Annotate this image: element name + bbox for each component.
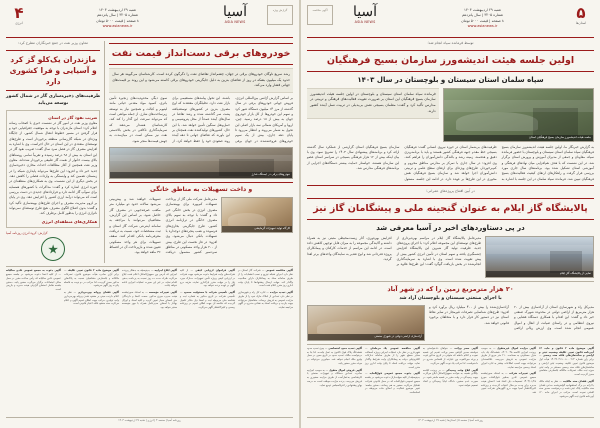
logo-right [203, 5, 267, 24]
masthead-stamp-right: گزارش ویژه [267, 5, 293, 25]
notice-item: آگهی ابلاغ وقت رسیدگی — در پرونده کلاسه بایگانی شعبه، به خوانده مجهول‌المکان ابلاغ می‌گردد جهت رسیدگی در وقت مقرر در شعبه حاضر شود. در صورت عدم حضور، دادگاه غیاباً رسیدگی و اتخاذ تصمیم خواهد نمود. [423, 368, 479, 387]
notice-item: آگهی مناقصه عمومی یک مرحله‌ای — شهرداری در نظر دارد عملیات اجرایی پروژه آسفالت معابر سطح شهر را از طریق سامانه تدارکات الکترونیکی دولت به پیمانکاران واجد شرایط واگذار نماید. مهلت دریافت اسناد تا پایان وقت اداری روز مقرر است. [365, 346, 421, 369]
story3-subhead-left: با اجرای صنعتی سیستان و بلوچستان آزاد شد [399, 295, 502, 301]
masthead-extra: ۸ صفحه | قیمت ۵۰۰۰ تومان [461, 18, 504, 23]
notice-item: آگهی تحدید حدود اختصاصی — چون تحدید حدود ششدانگ پلاک فوق تاکنون به عمل نیامده، لذا بنا به درخواست مالک، تحدید حدود در تاریخ معین در محل وقوع ملک انجام خواهد شد. مجاورین می‌توانند در موعد مقرر حضور یابند. [307, 346, 362, 365]
notice-item: آگهی فروش اموال منقول — به موجب اجراییه صادره، تعدادی دستگاه و تجهیزات صنعتی با کارشناسی به‌عمل‌آمده از طریق مزایده حضوری به فروش می‌رسد. برنده مزایده موظف است ده درصد بهای پیشنهادی را فی‌المجلس تودیع نماید. [307, 368, 362, 387]
masthead-extra: ۸ صفحه | قیمت ۵۰۰۰ تومان [96, 18, 139, 23]
story3-subhead-right: ظرفیت‌های ذخیره‌سازی گاز در شمال کشور توسعه می‌یابد [6, 94, 101, 106]
divider-red-right [109, 182, 293, 183]
publisher-emblem [41, 237, 65, 261]
page-number-left [568, 5, 594, 25]
logo-latin-name: ASIA NEWS [354, 20, 376, 24]
notice-item: آگهی تغییرات مؤسسه — به استناد صورتجلسه هیئت مدیره مورخ مذکور، سمت اعضا و دارندگان حق امضای مجاز تعیین گردید و کلیه اسناد و اوراق بهادار با امضای مدیرعامل همراه با مهر مؤسسه معتبر خواهد بود. [122, 291, 177, 310]
logo-wordmark: آسیا [222, 4, 248, 20]
logo-latin-name: ASIA NEWS [224, 20, 246, 24]
masthead-issue: شماره ۳۲۰۵ | سال پانزدهم [96, 13, 138, 18]
footer-right: روزنامه آسیا | صفحه ۴ | انرژی | شنبه ۲۹ اردیبهشت ۱۴۰۳ [6, 417, 293, 422]
story1-photo-right [109, 147, 293, 179]
story1-body-left: به گزارش خبرنگار ما، اولین جلسه هیئت اندیشه‌ورز سازمان بسیج فرهنگیان سپاه سلمان استان سیستان و بلوچستان با حضور فرمانده سپاه، معاونان و جمعی از مدیران آموزش و پرورش استان برگزار شد. در این نشست که با هدف هم‌افزایی میان نهادهای فرهنگی و آموزشی استان تشکیل شده بود، برنامه‌های سال جاری مورد بررسی قرار گرفت و راهکارهای ارتقای کیفیت فعالیت‌های بسیج فرهنگیان تبیین شد. فرمانده سپاه سلمان در این جلسه با اشاره به ظرفیت‌های بی‌شمار استان در حوزه نیروی انسانی گفت: فرهنگیان بسیجی خط مقدم جبهه فرهنگی کشور هستند و باید با برنامه‌ریزی دقیق و هدفمند، زمینه رشد و بالندگی دانش‌آموزان را فراهم کنند. وی افزود: در سال جاری با تمرکز بر مدارس مناطق محروم و کم‌برخوردار، طرح‌های ویژه‌ای برای ارتقای سطح علمی و تربیتی دانش‌آموزان اجرا خواهد شد و سازمان بسیج فرهنگیان نقش محوری در این طرح‌ها بر عهده دارد. در ادامه این جلسه، مسئول سازمان بسیج فرهنگیان استان گزارشی از عملکرد سال گذشته ارائه کرد و برنامه‌های پیشنهادی سال ۱۴۰۳ را تشریح نمود. وی با بیان اینکه بیش از ۱۲ هزار فرهنگی بسیجی در سراسر استان عضو این سازمان هستند، خواستار حمایت بیشتر دستگاه‌های اجرایی از برنامه‌های فرهنگی مدارس شد. [307, 144, 594, 181]
story2-body-left: مدیرعامل پالایشگاه گاز ایلام در مراسم بهره‌برداری از طرح‌های توسعه‌ای این مجموعه اعلام کرد: با اجرای پروژه‌های جدید، ظرفیت تولید گاز شیرین این پالایشگاه افزایش چشمگیری یافته و سهم استان در تأمین انرژی کشور بیش از پیش تقویت شده است. وی با اشاره به سرمایه‌گذاری انجام‌شده در بخش بازیافت گوگرد گفت: این طرح‌ها علاوه بر افزایش بهره‌وری، آثار زیست‌محیطی مثبتی نیز به همراه داشته و آلایندگی مجموعه را به میزان قابل توجهی کاهش داده است. در ادامه این مراسم از خدمات کارکنان و پیمانکاران پروژه قدردانی شد و لوح تقدیر به نمایندگان واحدهای برتر اهدا گردید. [307, 235, 482, 267]
notice-item: آگهی تأسیس شرکت با مسئولیت محدود — تأسیس شرکت در تاریخ مذکور به شماره ثبت و شناسه ملی مربوطه ثبت و امضا ذیل دفاتر تکمیل گردیده که خلاصه آن جهت اطلاع عموم در روزنامه رسمی و کثیرالانتشار آگهی می‌گردد. [180, 291, 236, 310]
notice-item: آگهی ابلاغ اجراییه — بدینوسیله به بدهکار پرونده اجرایی که آدرس وی مجهول‌المکان اعلام شده ابلاغ می‌گردد ظرف مدت ده روز نسبت به پرداخت بدهی اقدام نماید، در غیر این صورت عملیات اجرایی ادامه خواهد یافت. [122, 269, 177, 288]
divider-red-left [307, 185, 594, 186]
story3-body-left: مدیرکل راه و شهرسازی استان از آزادسازی بیش از ۲۰ هزار مترمربع از اراضی دولتی در محدوده شهرک صنعتی خبر داد و گفت: این اقدام با همکاری دستگاه قضایی و نیروی انتظامی و در راستای صیانت از انفال و اموال عمومی انجام شده است. وی ارزش ریالی اراضی آزادسازی‌شده را بیش از ۴۰۰ میلیارد ریال برآورد کرد و افزود: طرح‌های شناسایی تصرفات غیرمجاز در سایر نقاط استان نیز در دستور کار قرار دارد و با متخلفان برخورد قانونی خواهد شد. [428, 304, 594, 331]
notice-item: آگهی فقدان پروانه بهره‌برداری — نظر به اعلام دارنده مبنی بر مفقود شدن پروانه بهره‌برداری واحد تولیدی، مراتب جهت اطلاع عموم آگهی و اعلام می‌گردد سند مفقود فاقد اعتبار قانونی است. [64, 291, 119, 306]
story1-headline-right: خودروهای برقی دست‌انداز قیمت نفت [109, 43, 293, 65]
page-number-value: ۴ [14, 4, 24, 22]
notice-item: آگهی مناقصه عمومی — شرکت گاز استان در نظر دارد اجرای شبکه توزیع و نصب انشعابات را از طریق سامانه ستاد به پیمانکاران دارای صلاحیت واگذار کند. مهلت ارسال پیشنهادها تا پایان وقت اداری روز مقرر اعلام شده است. [238, 269, 293, 288]
story1-subhead-left: سپاه سلمان استان سیستان و بلوچستان در سال ۱۴۰۳ [357, 76, 544, 85]
masthead-date: شنبه ۲۹ اردیبهشت ۱۴۰۳ [464, 8, 501, 12]
notice-item: آگهی حصر وراثت — خواهان دادخواستی به خواسته صدور گواهی حصر وراثت تقدیم این شعبه نموده و اعلام داشته که متوفی در تاریخ مذکور فوت و ورثه حین‌الفوت وی عبارتند از اشخاص مندرج در دادخواست. لذا مراتب یک نوبت آگهی می‌گردد. [423, 346, 478, 365]
page-section-label: انرژی [15, 21, 23, 25]
page-number-value: ۵ [576, 4, 586, 22]
masthead-meta-right [32, 5, 203, 30]
story2-photo-caption-left: نمایی از پالایشگاه گاز ایلام [486, 271, 593, 277]
story3-headline-left: ۲۰ هزار مترمربع زمین را که در شهر آباد [387, 284, 514, 293]
story1-photo-caption-left: جلسه هیئت اندیشه‌ورز سازمان بسیج فرهنگیان استان [444, 135, 593, 141]
notice-item: آگهی فقدان سند مالکیت — نظر به اینکه مالک با ارائه دو برگ استشهادیه گواهی‌شده مدعی فقدان سند مالکیت پلاک ثبتی شده و درخواست صدور سند المثنی نموده است، مراتب در اجرای ماده ۱۲۰ آیین‌نامه قانون ثبت آگهی می‌شود. [539, 379, 594, 398]
story1-photo-left [443, 88, 594, 142]
story2-photo-left [485, 236, 594, 278]
sidebar-column-right [6, 41, 105, 263]
story1-body-right: بر اساس گزارش آژانس بین‌المللی انرژی، فروش جهانی خودروهای برقی در سال گذشته از مرز ۱۴ میلیون دستگاه عبور کرد و سهم این خودروها از کل بازار خودروی جهان به بیش از ۱۸ درصد رسید. چین، اروپا و آمریکای شمالی سه بازار اصلی این تحول به شمار می‌روند و انتظار می‌رود تا پایان دهه جاری، بیش از یک سوم خودروهای فروخته‌شده در جهان برقی باشند. این تحول پیامدهای مستقیمی برای بازار نفت دارد. تحلیلگران معتقدند که اوج مصرف بنزین در کشورهای توسعه‌یافته پشت سر گذاشته شده و رشد تقاضا در سال‌های آینده عمدتاً از محل پتروشیمی و حمل‌ونقل سنگین تأمین خواهد شد. با این حال، کشورهای تولیدکننده نفت همچنان بر این باورند که تقاضای جهانی تا دهه آینده روند صعودی خود را حفظ خواهد کرد. از سوی دیگر، محدودیت‌های زنجیره تأمین باتری، کمبود مواد معدنی حیاتی مانند لیتیوم و کبالت و همچنین نیاز به توسعه زیرساخت‌های شارژ، از جمله موانعی است که می‌تواند سرعت این گذار را کند کند. کارشناسان هشدار می‌دهند که سرمایه‌گذاری ناکافی در بخش بالادستی نفت نیز ممکن است در میان‌مدت به جهش قیمت‌ها منجر شود. [109, 96, 293, 143]
masthead-left [307, 5, 594, 38]
story3-kicker-right: معاون وزیر نفت در جمع خبرنگاران مطرح کرد: [18, 41, 89, 45]
footer-left: روزنامه آسیا | صفحه ۵ | استان‌ها | شنبه ۲۹ اردیبهشت ۱۴۰۳ [307, 417, 594, 422]
page-number-right [6, 5, 32, 25]
story2-headline-left: پالایشگاه گاز ایلام به عنوان گنجینه ملی و پیشگامان گاز نیز [307, 198, 594, 220]
page-right-columns [6, 41, 293, 263]
masthead-date: شنبه ۲۹ اردیبهشت ۱۴۰۳ [99, 8, 136, 12]
masthead-website: www.asianews.ir [467, 24, 498, 29]
story2-headline-right: و داخت تسهیلات به مناطق خانگی [150, 186, 253, 194]
notice-item: آگهی تغییرات شرکت — به استناد صورتجلسه مجمع عمومی عادی به‌طور فوق‌العاده مورخ ۱۴۰۳/۰۱/۲۵ تصمیمات ذیل اتخاذ شد: اعضای هیئت مدیره برای مدت دو سال انتخاب گردیدند و روزنامه کثیرالانتشار آسیا جهت درج آگهی‌های شرکت تعیین شد. [481, 372, 536, 395]
story2-photo-right [221, 197, 293, 233]
story3-subhead-2: همکاری‌های منطقه‌ای انرژی [41, 218, 98, 224]
story1-lead-right: رشد سریع ناوگان خودروهای برقی در جهان، چشم‌انداز تقاضای نفت را دگرگون کرده است. کارشناسان می‌گویند هر سال حدود یک میلیون بشکه در روز از تقاضای بنزین به دلیل جایگزینی خودروهای برقی کاسته می‌شود و این روند بر قیمت‌های جهانی فشار وارد می‌کند. [109, 68, 293, 93]
page-left [300, 0, 600, 428]
story2-row-left [307, 236, 594, 278]
story2-subhead-left: در پی دستاوردهای اخیر در آسیا معرفی شد [376, 224, 525, 233]
page-section-label: استان‌ها [575, 21, 587, 25]
story3-body-right: معاون وزیر نفت در امور گاز در نشست خبری با اصحاب رسانه اعلام کرد: استان مازندران با توجه به موقعیت جغرافیایی خود و قرار گرفتن در مسیر خطوط انتقال شمال کشور، از جایگاه ویژه‌ای در شبکه گازرسانی منطقه برخوردار است و طرح‌های توسعه‌ای متعددی در این استان در حال اجراست. وی با اشاره به افزایش مصرف گاز در فصل سرد سال گفت: ضریب نفوذ گاز در این استان به بیش از ۹۸ درصد رسیده و تقریباً تمامی روستاهای بالای بیست خانوار از نعمت گاز طبیعی برخوردار شده‌اند. معاون وزیر نفت همچنین از آغاز مطالعات احداث مخازن ذخیره‌سازی جدید خبر داد و افزود: این طرح‌ها می‌تواند پایداری شبکه را در زمستان تضمین کند و وابستگی به واردات فصلی را کاهش دهد. در بخش دیگری از این نشست، وی به همکاری‌های منطقه‌ای در حوزه انرژی اشاره کرد و گفت: مذاکرات با کشورهای همسایه برای سوآپ گاز ادامه دارد و قراردادهای جدیدی در دست بررسی است که می‌تواند درآمد ارزی کشور را افزایش دهد. وی در پایان بر لزوم مدیریت مصرف و اجرای طرح‌های بهینه‌سازی تأکید کرد و گفت: بدون اصلاح الگوی مصرف، هیچ طرح توسعه‌ای نمی‌تواند ناترازی انرژی را به‌طور کامل برطرف کند. [9, 120, 98, 216]
masthead-stamp-left: آگهی مناقصه [307, 5, 333, 25]
logo-left [333, 5, 397, 24]
notices-section-left [307, 344, 594, 415]
story3-row-left [307, 305, 594, 341]
story3-headline-right: مازندران یک‌کلو گز کرد و آسیایی و فرا کشوری دارد [6, 50, 100, 91]
masthead-website: www.asianews.ir [102, 24, 133, 29]
notices-grid-right [6, 269, 293, 310]
story1-lead-left: فرمانده سپاه سلمان استان سیستان و بلوچستان در اولین جلسه هیئت اندیشه‌ورز سازمان بسیج فرهنگیان این استان بر ضرورت تقویت فعالیت‌های فرهنگی و تربیتی در مدارس تأکید کرد و گفت: معلمان بسیجی نقش بی‌بدیلی در تربیت نسل آینده کشور دارند. [307, 88, 439, 119]
notice-item: آگهی مزایده اموال غیرمنقول — به موجب پرونده اجرایی کلاسه ۱۴۰۲۰۰۴۵، ششدانگ یک باب منزل مسکونی به مساحت ۲۱۰ متر مربع از طریق مزایده عمومی به فروش می‌رسد. علاقه‌مندان می‌توانند جهت کسب اطلاعات بیشتر به اداره اجرای اسناد رسمی مراجعه نمایند. [481, 346, 536, 369]
notice-item: آگهی دعوت مجمع عمومی فوق‌العاده — بدینوسیله از کلیه سهامداران دعوت می‌شود در جلسه مجمع عمومی فوق‌العاده که در محل قانونی شرکت تشکیل می‌گردد حضور به هم رسانند. دستور جلسه: تغییر موضوع فعالیت و اصلاح ماده مربوطه در اساسنامه. [365, 372, 420, 395]
story3-photo-caption-left: آزادسازی اراضی دولتی در شهرک صنعتی [308, 334, 424, 340]
story2-row-right [109, 197, 293, 256]
story1-headline-left: اولین جلسه هیئت اندیشه‌ورز سازمان بسیج فرهنگیان [307, 50, 594, 72]
story3-photo-left [307, 305, 425, 341]
divider-left-1 [307, 281, 594, 282]
masthead-meta-left [397, 5, 568, 30]
notice-item: آگهی موضوع ماده ۳ قانون تعیین تکلیف — برابر آرای صادره هیأت موضوع قانون، تصرفات مالکانه و بلامعارض متقاضیان نسبت به پلاک‌های مذکور محرز گردیده، لذا مراتب در دو نوبت به فاصله پانزده روز آگهی می‌شود. [64, 269, 119, 288]
story1-photo-caption-right: خودروهای برقی در ایستگاه شارژ [110, 172, 292, 178]
story2-kicker-left: در آیین افتتاح پروژه‌های عمرانی؛ [426, 188, 475, 193]
masthead-issue: شماره ۳۲۰۵ | سال پانزدهم [461, 13, 503, 18]
logo-wordmark: آسیا [352, 4, 378, 20]
story3-body-box-right [6, 110, 100, 228]
story1-kicker-left: توسط فرمانده سپاه انجام شد؛ [427, 41, 474, 45]
story2-photo-caption-right: کارگاه تولید تجهیزات گرمایشی [222, 226, 292, 232]
story2-body-right: مدیرعامل شرکت ملی گاز از پرداخت تسهیلات کم‌بهره برای بهینه‌سازی مصرف انرژی در بخش خانگی خبر داد و گفت: با توجه به سهم بالای مصرف خانگی در ترازنامه انرژی کشور، طرح جایگزینی بخاری‌های فرسوده و نصب پنجره‌های دوجداره با تسهیلات بانکی دنبال می‌شود. وی افزود: در فاز نخست این طرح، بیش از ۲۰۰ هزار واحد مسکونی در مناطق سردسیر کشور مشمول دریافت تسهیلات خواهند شد و پیش‌بینی می‌شود سالانه حدود دو میلیارد متر مکعب صرفه‌جویی در مصرف گاز حاصل شود. بر اساس این گزارش، متقاضیان می‌توانند با مراجعه به سامانه اینترنتی شرکت گاز استان و ثبت مشخصات خود، نسبت به دریافت معرفی‌نامه بانکی اقدام کنند. سقف تسهیلات برای هر واحد مسکونی تعیین شده و بازپرداخت آن در اقساط ۳۶ ماهه خواهد بود. [109, 197, 218, 255]
masthead-right [6, 5, 293, 38]
notices-section-right [6, 266, 293, 415]
story3-signature-right: گزارش: گروه انرژی روزنامه آسیا [6, 230, 48, 235]
story1-top-row-left [307, 88, 594, 142]
notice-item: آگهی تجدید مزایده — اداره کل راه و شهرسازی در نظر دارد تعدادی از املاک مازاد خود را از طریق مزایده عمومی به فروش برساند. متقاضیان می‌توانند جهت بازدید و دریافت اسناد به نشانی مندرج در آگهی مراجعه نمایند. [238, 291, 293, 310]
notices-grid-left [307, 347, 594, 399]
notice-item: آگهی موضوع ماده ۳ قانون و ماده ۱۳ آیین‌نامه قانون تعیین تکلیف وضعیت ثبتی و اراضی و ساختمان‌های فاقد سند رسمی — برابر رأی شماره ۱۴۰۳۶۰۳۱۹۰۰۸۰۰۰۲۱۴ هیأت اول موضوع قانون تعیین تکلیف وضعیت ثبتی اراضی و ساختمان‌های فاقد سند رسمی مستقر در واحد ثبتی حوزه ثبت ملک، تصرفات مالکانه بلامعارض متقاضی محرز گردیده است. [539, 346, 594, 377]
story3-subhead-1: ضریب نفوذ گاز در استان [48, 114, 98, 120]
notice-item: آگهی فراخوان ارزیابی کیفی — از کلیه شرکت‌های واجد شرایط دعوت می‌شود جهت شرکت در ارزیابی کیفی پروژه تأمین تجهیزات، مدارک مورد نیاز را در مهلت مقرر بارگذاری نمایند. هزینه درج آگهی بر عهده برنده خواهد بود. [180, 269, 235, 288]
notice-item: آگهی دعوت به مجمع عمومی عادی سالیانه — از کلیه اعضا دعوت می‌شود در جلسه مجمع عمومی عادی سالیانه که رأس ساعت مقرر در محل سالن اجتماعات برگزار می‌گردد حضور یابند. دستور جلسه شامل استماع گزارش هیئت مدیره و بازرس است. [6, 269, 61, 292]
